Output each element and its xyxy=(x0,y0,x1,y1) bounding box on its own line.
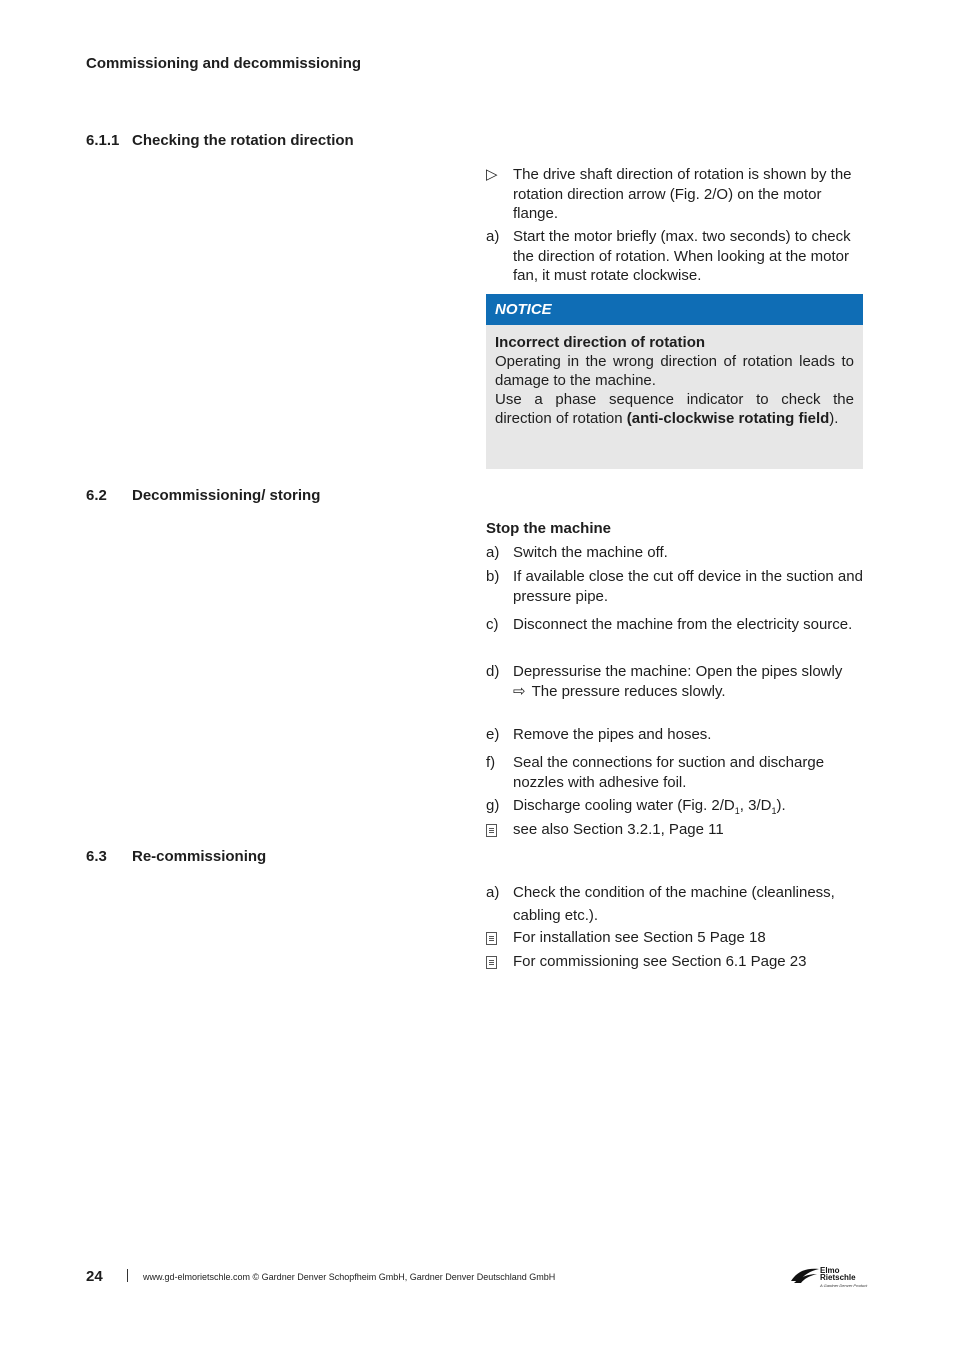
footer-divider xyxy=(127,1269,128,1282)
section-title: Checking the rotation direction xyxy=(132,132,354,149)
notice-text: Operating in the wrong direction of rotation leads to damage to the machine. xyxy=(495,353,854,389)
document-icon xyxy=(486,820,508,843)
list-item xyxy=(486,796,863,822)
swoosh-icon xyxy=(790,1266,820,1284)
list-item-text: Disconnect the machine from the electricity source. xyxy=(513,616,853,633)
list-marker: d) xyxy=(486,663,500,680)
section-number: 6.1.1 xyxy=(86,132,120,149)
list-item-text: Check the condition of the machine (cleanliness, cabling etc.). xyxy=(513,884,835,924)
cross-reference: For commissioning see Section 6.1 Page 23 xyxy=(513,953,807,970)
list-item xyxy=(486,543,863,563)
list-marker: f) xyxy=(486,754,496,771)
result-text: The pressure reduces slowly. xyxy=(531,682,726,700)
section-title: Decommissioning/ storing xyxy=(132,487,321,504)
list-item-text: Depressurise the machine: Open the pipes slowly xyxy=(513,663,843,680)
list-item-text: The drive shaft direction of rotation is shown by the rotation direction arrow (Fig. 2/O) on the motor flange. xyxy=(513,166,852,222)
list-item xyxy=(486,753,863,792)
list-item xyxy=(486,567,863,606)
footer-copyright: © Gardner Denver Schopfheim GmbH, Gardner Denver Deutschland GmbH xyxy=(250,1272,556,1282)
section-title: Re-commissioning xyxy=(132,848,267,865)
section-number: 6.2 xyxy=(86,487,107,504)
list-item xyxy=(486,952,863,972)
document-icon xyxy=(486,928,508,951)
double-arrow-right-icon: ⇨ xyxy=(513,682,526,700)
cross-reference: see also Section 3.2.1, Page 11 xyxy=(513,821,724,838)
list-item xyxy=(486,165,863,224)
list-item xyxy=(486,615,863,635)
notice-title: Incorrect direction of rotation xyxy=(495,334,706,351)
list-marker: b) xyxy=(486,568,500,585)
page-number: 24 xyxy=(86,1268,103,1285)
notice-text-2: Use a phase sequence indicator to check the direction of rotation (anti-clockwise rotating field). xyxy=(495,391,854,427)
footer-text xyxy=(143,1272,555,1282)
list-item xyxy=(486,881,863,927)
logo-text: Rietschle xyxy=(820,1273,856,1282)
running-header: Commissioning and decommissioning xyxy=(86,55,362,72)
section-heading-6-3 xyxy=(86,848,266,865)
section-number: 6.3 xyxy=(86,848,107,865)
footer-url[interactable]: www.gd-elmorietschle.com xyxy=(143,1272,251,1282)
list-item xyxy=(486,928,863,948)
list-item xyxy=(486,725,863,745)
list-item-text: Discharge cooling water (Fig. $2/D_1$, $3/D_1$). xyxy=(513,797,786,816)
section-heading-6-2 xyxy=(86,487,320,504)
notice-header: NOTICE xyxy=(486,294,863,325)
list-marker: a) xyxy=(486,544,500,561)
notice-body xyxy=(486,325,863,469)
list-item-text: Switch the machine off. xyxy=(513,544,668,561)
subheading: Stop the machine xyxy=(486,520,612,537)
section-heading-6-1-1 xyxy=(86,132,354,149)
logo-text: Elmo xyxy=(820,1266,840,1275)
list-item xyxy=(486,820,863,840)
list-marker: a) xyxy=(486,884,500,901)
list-item-text: Start the motor briefly (max. two seconds) to check the direction of rotation. When looking at the motor fan, it must rotate clockwise. xyxy=(513,228,851,284)
list-item xyxy=(486,227,863,286)
list-marker: g) xyxy=(486,797,500,814)
result-line xyxy=(513,682,863,702)
triangle-right-outline-icon: ▷ xyxy=(486,166,498,183)
list-marker: e) xyxy=(486,726,500,743)
document-icon xyxy=(486,952,508,975)
list-item-text: If available close the cut off device in the suction and pressure pipe. xyxy=(513,568,863,605)
list-item-text: Remove the pipes and hoses. xyxy=(513,726,712,743)
logo-tagline: A Gardner Denver Product xyxy=(820,1283,868,1288)
brand-logo xyxy=(790,1266,866,1290)
list-marker: a) xyxy=(486,228,500,245)
list-marker: c) xyxy=(486,616,499,633)
list-item-text: Seal the connections for suction and discharge nozzles with adhesive foil. xyxy=(513,754,825,791)
list-item xyxy=(486,662,863,701)
cross-reference: For installation see Section 5 Page 18 xyxy=(513,929,766,946)
